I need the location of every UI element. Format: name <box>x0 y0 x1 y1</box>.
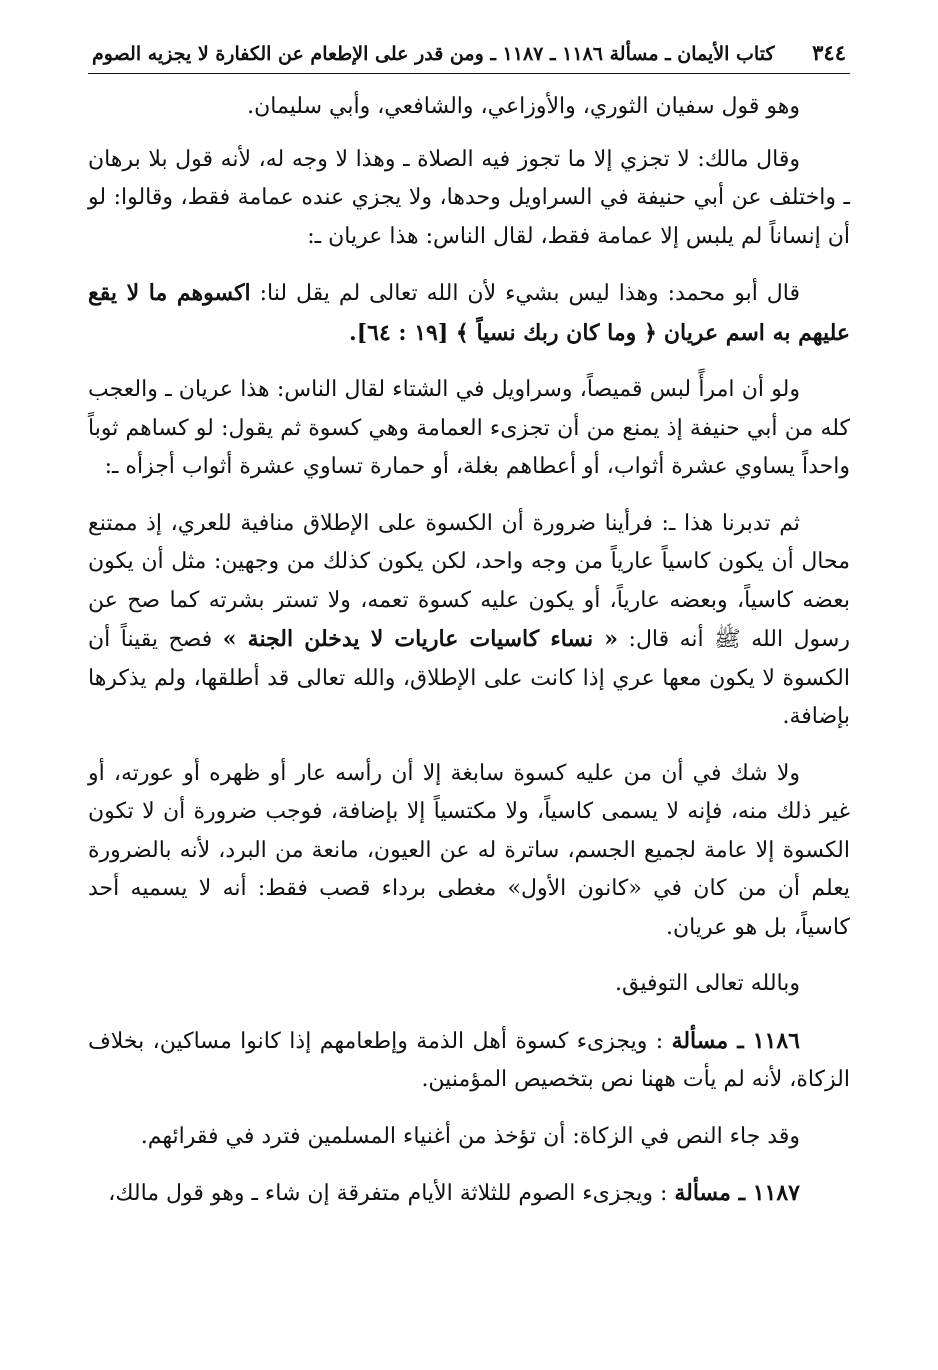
paragraph-4 <box>88 371 850 487</box>
issue-1187 <box>88 1174 850 1214</box>
page-number: ٣٤٤ <box>812 40 846 65</box>
paragraph-5-conclusion: فصح يقيناً أن الكسوة لا يكون معها عري إذا كانت على الإطلاق، والله تعالى قد أطلقها، ولم يذكرها بإضافة. <box>88 627 851 729</box>
page-body <box>88 88 850 1214</box>
issue-1186-label: ١١٨٦ ـ مسألة <box>671 1027 800 1054</box>
paragraph-3 <box>88 274 850 353</box>
paragraph-4-text: ولو أن امرأً لبس قميصاً، وسراويل في الشتاء لقال الناس: هذا عريان ـ والعجب كله من أبي حنيفة إذ يمنع من أن تجزىء العمامة وهي كسوة ثم يقول: لو كساهم ثوباً واحداً يساوي عشرة أثواب، أو أعطاهم بغلة، أو حمارة تساوي عشرة أثواب أجزأه ـ: <box>88 377 850 479</box>
issue-1186-text: : ويجزىء كسوة أهل الذمة وإطعامهم إذا كانوا مساكين، بخلاف الزكاة، لأنه لم يأت ههنا نص بتخصيص المؤمنين. <box>88 1028 850 1092</box>
paragraph-1 <box>88 88 850 127</box>
paragraph-7 <box>88 965 850 1004</box>
paragraph-9-text: وقد جاء النص في الزكاة: أن تؤخذ من أغنياء المسلمين فترد في فقرائهم. <box>140 1123 800 1149</box>
paragraph-2-text: وقال مالك: لا تجزي إلا ما تجوز فيه الصلاة ـ وهذا لا وجه له، لأنه قول بلا برهان ـ واختلف عن أبي حنيفة في السراويل وحدها، ولا يجزي عنده عمامة فقط، وقالوا: لو أن إنساناً لم يلبس إلا عمامة فقط، لقال الناس: هذا عريان ـ: <box>88 146 850 249</box>
issue-1187-text: : ويجزىء الصوم للثلاثة الأيام متفرقة إن شاء ـ وهو قول مالك، <box>108 1181 668 1206</box>
paragraph-9 <box>88 1118 850 1157</box>
paragraph-2 <box>88 141 850 257</box>
paragraph-6-text: ولا شك في أن من عليه كسوة سابغة إلا أن رأسه عار أو ظهره أو عورته، أو غير ذلك منه، فإنه لا يسمى كاسياً، ولا مكتسياً إلا بإضافة، فوجب ضرورة أن لا تكون الكسوة إلا عامة لجميع الجسم، ساترة له عن العيون، مانعة من البرد، لأنه بالضرورة يعلم أن من كان في «كانون الأول» مغطى برداء قصب فقط: أنه لا يسميه أحد كاسياً، بل هو عريان. <box>88 760 850 940</box>
quran-verse: ﴿ وما كان ربك نسياً ﴾ [١٩ : ٦٤]. <box>349 319 657 346</box>
page-header <box>88 40 850 74</box>
paragraph-3-text: قال أبو محمد: وهذا ليس بشيء لأن الله تعالى لم يقل لنا: <box>259 281 800 306</box>
paragraph-5 <box>88 505 850 737</box>
issue-1187-label: ١١٨٧ ـ مسألة <box>674 1180 800 1206</box>
issue-1186 <box>88 1022 850 1100</box>
running-title: كتاب الأيمان ـ مسألة ١١٨٦ ـ ١١٨٧ ـ ومن قدر على الإطعام عن الكفارة لا يجزيه الصوم <box>92 43 775 65</box>
paragraph-7-text: وبالله تعالى التوفيق. <box>614 971 800 996</box>
book-page <box>88 40 850 1232</box>
paragraph-6 <box>88 755 850 948</box>
paragraph-3-quote: اكسوهم ما لا يقع عليهم به اسم عريان <box>88 280 850 346</box>
hadith-quote: « نساء كاسيات عاريات لا يدخلن الجنة » <box>222 626 619 652</box>
paragraph-5-text: ثم تدبرنا هذا ـ: فرأينا ضرورة أن الكسوة على الإطلاق منافية للعري، إذ ممتنع محال أن يكون كاسياً عارياً من وجه واحد، لكن يكون كذلك من وجهين: مثل أن يكون بعضه كاسياً، وبعضه عارياً، أو يكون عليه كسوة تعمه، ولا تستر بشرته كما صح عن رسول الله ﷺ أنه قال: <box>88 510 850 652</box>
paragraph-1-text: وهو قول سفيان الثوري، والأوزاعي، والشافعي، وأبي سليمان. <box>247 94 800 119</box>
